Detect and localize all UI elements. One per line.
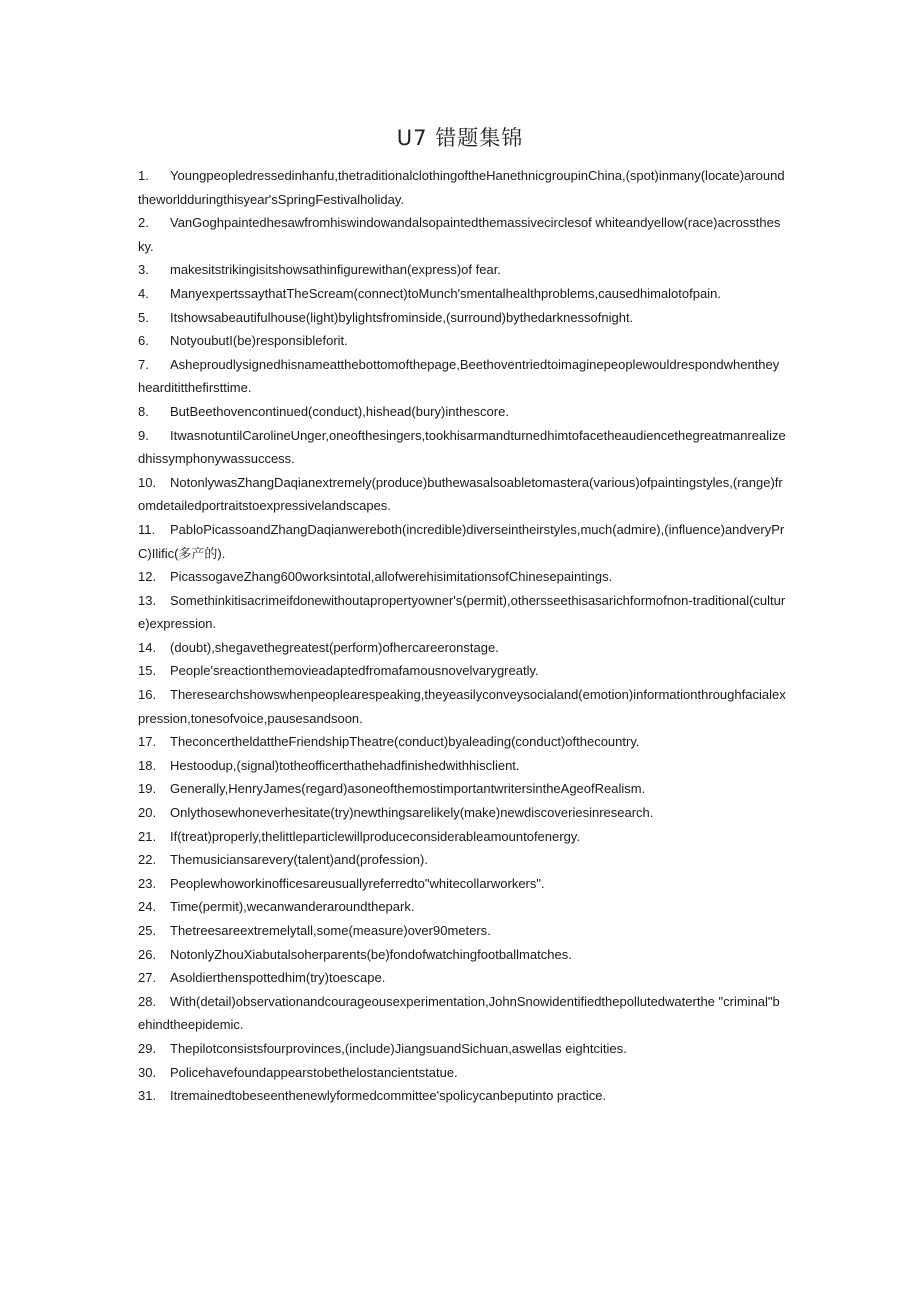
list-item xyxy=(138,329,786,353)
item-number: 22. xyxy=(138,852,157,868)
item-number: 20. xyxy=(138,805,157,821)
list-item xyxy=(138,1037,786,1061)
list-item xyxy=(138,777,786,801)
item-text: NotyoubutI(be)responsibleforit. xyxy=(170,333,348,349)
item-number: 25. xyxy=(138,923,157,938)
item-text: Peoplewhoworkinofficesareusuallyreferredto"whitecollarworkers". xyxy=(170,875,545,891)
item-text: Generally,HenryJames(regard)asoneofthemostimportantwritersintheAgeofRealism. xyxy=(170,781,646,797)
exercise-list xyxy=(138,164,786,1108)
item-number: 18. xyxy=(138,757,157,773)
item-text: Asoldierthenspottedhim(try)toescape. xyxy=(170,970,386,986)
item-text: Asheproudlysignedhisnameatthebottomofthepage,Beethoventriedtoimaginepeoplewouldrespondwhentheyheardititthefirsttime. xyxy=(138,356,780,396)
item-text: If(treat)properly,thelittleparticlewillproduceconsiderableamountofenergy. xyxy=(170,828,580,844)
item-number: 27. xyxy=(138,970,157,986)
item-number: 13. xyxy=(138,592,157,608)
item-text: Themusiciansarevery(talent)and(profession). xyxy=(170,852,428,868)
item-number: 8. xyxy=(138,403,149,419)
item-text: Thepilotconsistsfourprovinces,(include)JiangsuandSichuan,aswellas eightcities. xyxy=(170,1040,627,1056)
item-text: ItwasnotuntilCarolineUnger,oneofthesingers,tookhisarmandturnedhimtofacetheaudiencethegreatmanrealizedhissymphonywassuccess. xyxy=(138,427,786,467)
item-number: 31. xyxy=(138,1088,157,1104)
item-number: 9. xyxy=(138,427,149,443)
list-item xyxy=(138,636,786,660)
item-text: Hestoodup,(signal)totheofficerthathehadfinishedwithhisclient. xyxy=(170,757,520,773)
item-text: ManyexpertssaythatTheScream(connect)toMunch'smentalhealthproblems,causedhimalotofpain. xyxy=(170,285,721,301)
item-text: People'sreactionthemovieadaptedfromafamousnovelvarygreatly. xyxy=(170,663,539,679)
item-number: 28. xyxy=(138,993,157,1009)
list-item xyxy=(138,1084,786,1108)
item-number: 3. xyxy=(138,262,149,278)
item-number: 23. xyxy=(138,875,157,891)
item-number: 12. xyxy=(138,569,157,585)
item-number: 19. xyxy=(138,781,157,797)
item-text: Onlythosewhoneverhesitate(try)newthingsarelikely(make)newdiscoveriesinresearch. xyxy=(170,805,654,821)
item-number: 16. xyxy=(138,687,157,703)
list-item xyxy=(138,659,786,683)
item-text: PicassogaveZhang600worksintotal,allofwerehisimitationsofChinesepaintings. xyxy=(170,569,613,585)
list-item xyxy=(138,754,786,778)
item-number: 24. xyxy=(138,899,157,915)
item-text: Itremainedtobeseenthenewlyformedcommittee'spolicycanbeputinto practice. xyxy=(170,1088,607,1104)
item-number: 17. xyxy=(138,734,157,750)
list-item xyxy=(138,306,786,330)
item-text: NotonlywasZhangDaqianextremely(produce)buthewasalsoabletomastera(various)ofpaintingstyles,(range)fromdetailedportraitstoexpressivelandscapes. xyxy=(138,474,783,514)
list-item xyxy=(138,730,786,754)
item-text: Somethinkitisacrimeifdonewithoutapropertyowner's(permit),othersseethisasarichformofnon-traditional(culture)expression. xyxy=(138,592,786,632)
list-item xyxy=(138,848,786,872)
item-text: Thetreesareextremelytall,some(measure)over90meters. xyxy=(170,923,491,938)
item-text: Itshowsabeautifulhouse(light)bylightsfrominside,(surround)bythedarknessofnight. xyxy=(170,309,634,325)
item-text: Policehavefoundappearstobethelostancientstatue. xyxy=(170,1064,458,1080)
list-item xyxy=(138,872,786,896)
item-text: VanGoghpaintedhesawfromhiswindowandalsopaintedthemassivecirclesof whiteandyellow(race)acrossthesky. xyxy=(138,215,781,254)
item-number: 7. xyxy=(138,356,149,372)
list-item xyxy=(138,471,786,518)
item-text: makesitstrikingisitshowsathinfigurewithan(express)of fear. xyxy=(170,262,501,278)
list-item xyxy=(138,353,786,400)
item-number: 2. xyxy=(138,215,149,231)
list-item xyxy=(138,966,786,990)
list-item xyxy=(138,801,786,825)
item-number: 21. xyxy=(138,828,157,844)
list-item xyxy=(138,164,786,211)
item-number: 14. xyxy=(138,639,157,655)
list-item xyxy=(138,990,786,1037)
list-item xyxy=(138,424,786,471)
list-item xyxy=(138,943,786,967)
item-number: 15. xyxy=(138,663,157,679)
list-item xyxy=(138,919,786,943)
item-text: NotonlyZhouXiabutalsoherparents(be)fondofwatchingfootballmatches. xyxy=(170,946,572,962)
list-item xyxy=(138,1061,786,1085)
list-item xyxy=(138,565,786,589)
item-text: With(detail)observationandcourageousexperimentation,JohnSnowidentifiedthepollutedwaterthe "criminal"behindtheepidemic. xyxy=(138,993,780,1033)
item-number: 5. xyxy=(138,309,149,325)
item-number: 26. xyxy=(138,946,157,962)
item-number: 11. xyxy=(138,521,156,537)
list-item xyxy=(138,282,786,306)
item-number: 4. xyxy=(138,285,149,301)
item-text: Theresearchshowswhenpeoplearespeaking,theyeasilyconveysocialand(emotion)informationthroughfacialexpression,tonesofvoice,pausesandsoon. xyxy=(138,687,786,726)
item-text: ButBeethovencontinued(conduct),hishead(bury)inthescore. xyxy=(170,403,509,419)
item-text: TheconcertheldattheFriendshipTheatre(conduct)byaleading(conduct)ofthecountry. xyxy=(170,734,640,750)
list-item xyxy=(138,825,786,849)
item-number: 6. xyxy=(138,333,149,349)
list-item xyxy=(138,211,786,258)
item-number: 1. xyxy=(138,168,149,183)
item-number: 10. xyxy=(138,474,157,490)
item-text: Time(permit),wecanwanderaroundthepark. xyxy=(170,899,415,915)
page-title: U7 错题集锦 xyxy=(396,126,524,150)
item-text: PabloPicassoandZhangDaqianwereboth(incredible)diverseintheirstyles,much(admire),(influence)andveryPrC)Ilific(多产的). xyxy=(138,521,785,561)
item-text: (doubt),shegavethegreatest(perform)ofhercareeronstage. xyxy=(170,639,499,655)
list-item xyxy=(138,589,786,636)
list-item xyxy=(138,400,786,424)
item-text: Youngpeopledressedinhanfu,thetraditionalclothingoftheHanethnicgroupinChina,(spot)inmany(locate)aroundtheworldduringthisyear'sSpringFestivalholiday. xyxy=(138,168,785,207)
list-item xyxy=(138,518,786,565)
list-item xyxy=(138,683,786,730)
list-item xyxy=(138,895,786,919)
list-item xyxy=(138,258,786,282)
item-number: 30. xyxy=(138,1064,157,1080)
item-number: 29. xyxy=(138,1040,157,1056)
